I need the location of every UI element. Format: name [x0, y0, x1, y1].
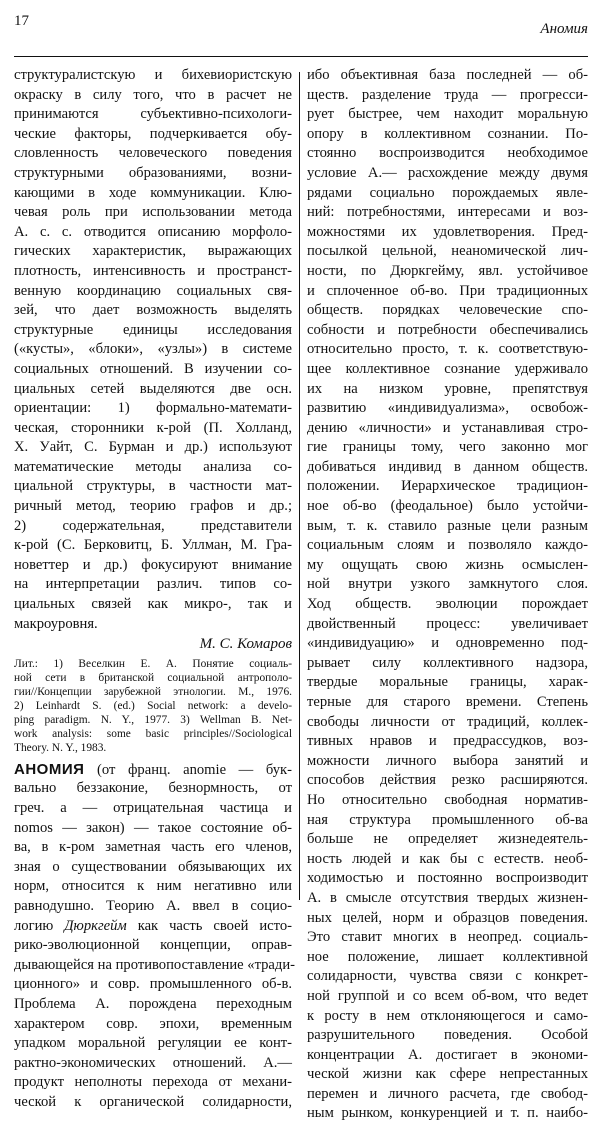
text-line: продукт неполноты перехода от механи-: [14, 1074, 292, 1091]
right-column: [307, 66, 588, 1124]
text-line: Проблема А. порождена переходным: [14, 995, 292, 1012]
text-line: опору в коллективном сознании. По-: [307, 125, 588, 142]
text-line: «индивидуацию» и одновременно под-: [307, 635, 588, 652]
text-line: щее коллективное сознание удерживало: [307, 360, 588, 377]
text-line: вым, т. к. ставило разные цели разным: [307, 517, 588, 534]
column-divider: [299, 72, 300, 900]
entry-first-line-text: (от франц. anomie — бук-: [97, 761, 292, 778]
text-line: посылкой цельной, неаномической лич-: [307, 243, 588, 260]
text-line: А. с. с. отводится описанию морфоло-: [14, 223, 292, 240]
text-line: характером совр. эпохи, временным: [14, 1015, 292, 1032]
text-line: ping paradigm. N. Y., 1977. 3) Wellman B. Net-: [14, 713, 292, 726]
text-line: work analysis: some basic principles//Sociological: [14, 727, 292, 740]
text-line: концентрации А. достигает в экономи-: [307, 1046, 588, 1063]
entry-durkheim-line: [14, 917, 292, 937]
text-line: структуралистскую и бихевиористскую: [14, 67, 292, 83]
text-line: чевая роль при использовании метода: [14, 204, 292, 221]
text-line: к-рой (С. Берковитц, Б. Уллман, М. Гра-: [14, 537, 292, 554]
text-line: структурными образованиями, возни-: [14, 164, 292, 181]
text-line: ществ. разделение труда — прогресси-: [307, 86, 588, 103]
text-line: рывает силу коллективного надзора,: [307, 654, 588, 671]
text-line: ной сети в британской социальной антрополо-: [14, 671, 292, 684]
text-line: стоянно воспроизводится необходимое: [307, 145, 588, 162]
text-line: ной внутри узкого замкнутого слоя.: [307, 576, 588, 593]
text-line: рактно-экономических отношений. А.—: [14, 1054, 292, 1071]
text-line: ва, в к-ром заметная часть его членов,: [14, 839, 292, 856]
text-line: ческие факторы, подчеркивается обу-: [14, 125, 292, 142]
text-line: 2) Leinhardt S. (ed.) Social network: a develo-: [14, 699, 292, 712]
entry-headword: АНОМИЯ: [14, 760, 85, 778]
text-line: тивных нравов и предрассудков, воз-: [307, 733, 588, 750]
text-line: положении. Иерархическое традицион-: [307, 478, 588, 495]
text-line: циальных сетей выделяются две осн.: [14, 380, 292, 397]
text-line: («кусты», «блоки», «узлы») в системе: [14, 341, 292, 358]
text-line: 2) содержательная, представители: [14, 517, 292, 534]
text-line: ибо объективная база последней — об-: [307, 67, 588, 83]
text-line: структурные единицы исследования: [14, 321, 292, 338]
text-line: обществ. порядках человеческие спо-: [307, 302, 588, 319]
header-rule: [14, 56, 588, 57]
text-line: ное об-во (феодальное) было устойчи-: [307, 498, 588, 515]
text-line: солидарности, чувства связи с конкрет-: [307, 968, 588, 985]
text-line: рядами социально порождаемых явле-: [307, 184, 588, 201]
entry-body: [14, 779, 292, 916]
text-line: и сплоченное об-во. При традиционных: [307, 282, 588, 299]
text-line: двойственный процесс: увеличивает: [307, 615, 588, 632]
text-line: терные для старого времени. Степень: [307, 694, 588, 710]
left-column: [14, 66, 296, 1113]
text-line: ной группой и со всем об-вом, что ведет: [307, 987, 588, 1004]
text-line: принимаются субъективно-психологи-: [14, 106, 292, 123]
text-line: можности личного выбора занятий и: [307, 752, 588, 769]
running-head: Аномия: [540, 21, 588, 37]
text-line: социальных отношений. В изучении со-: [14, 360, 292, 377]
text-line: ческой жизни как сфере непрестанных: [307, 1066, 588, 1083]
text-line: окраску в силу того, что в расчет не: [14, 86, 292, 103]
text-line: рико-эволюционной концепции, оправ-: [14, 937, 292, 954]
entry-anomie: [14, 760, 296, 1113]
text-line: Но относительно свободная норматив-: [307, 791, 588, 808]
text-line: му ощущать свою жизнь осмыслен-: [307, 556, 588, 573]
continuation-paragraph: [14, 66, 292, 634]
entry-first-line: [14, 760, 292, 780]
text-line: ориентации: 1) формально-математи-: [14, 400, 292, 417]
text-line: словленность человеческого поведения: [14, 145, 292, 162]
text-line: собности и потребности обеспечивались: [307, 321, 588, 338]
text-line: рует быстрее, чем находит моральную: [307, 106, 588, 123]
text-line: nomos — закон) — такое состояние об-: [14, 819, 292, 836]
text-line: ционного» и совр. промышленного об-в.: [14, 976, 292, 993]
text-line: относительно просто, т. к. соответствую-: [307, 341, 588, 358]
text-line: Лит.: 1) Веселкин Е. А. Понятие социаль-: [14, 657, 292, 670]
text-line: развитию «индивидуализма», освобож-: [307, 400, 588, 417]
durkheim-reference[interactable]: Дюркгейм: [64, 917, 127, 934]
text-line: плотность, интенсивность и пространст-: [14, 262, 292, 279]
text-line: добиваться индивид в данном обществ.: [307, 458, 588, 475]
text-line: социальным слоям и позволяло каждо-: [307, 537, 588, 554]
text-line: ний: потребностями, интересами и воз-: [307, 204, 588, 221]
text-line: твердые моральные границы, харак-: [307, 674, 588, 691]
text-line: Это ставит многих в неопред. социаль-: [307, 929, 588, 946]
text-line: упадком моральной регуляции ее конт-: [14, 1035, 292, 1052]
text-line: к росту в нем отклоняющегося и само-: [307, 1007, 588, 1024]
right-column-text: [307, 66, 588, 1124]
text-line: ная структура промышленного об-ва: [307, 811, 588, 828]
text-line: гии//Концепции зарубежной этнологии. М., 1976.: [14, 685, 292, 698]
text-line: норм, относится к ним негативно или: [14, 878, 292, 895]
text-line: Ход обществ. эволюции порождает: [307, 596, 588, 613]
entry-body-continued: [14, 936, 296, 1112]
text-line: венную координацию социальных свя-: [14, 282, 292, 299]
page-number: 17: [14, 13, 29, 29]
text-line: зная о существовании обязывающих их: [14, 858, 292, 875]
text-line: кающими в ходе коммуникации. Клю-: [14, 184, 292, 201]
text-line: равнодушно. Теорию А. ввел в социо-: [14, 897, 292, 914]
text-line: условие А.— расхождение между двумя: [307, 164, 588, 181]
durkheim-line-post: как часть своей исто-: [137, 917, 293, 934]
text-line: макроуровня.: [14, 615, 98, 632]
text-line: новеттер и др.) фокусируют внимание: [14, 556, 292, 573]
text-line: ческая, сторонники к-рой (П. Холланд,: [14, 419, 292, 436]
text-line: ности, по Дюркгейму, явл. устойчивое: [307, 262, 588, 279]
text-line: математические методы анализа со-: [14, 458, 292, 475]
text-line: гие границы тому, чего законно мог: [307, 439, 588, 456]
text-line: способов действия резко расширяются.: [307, 772, 588, 789]
text-line: циальной структуры, в частности мат-: [14, 478, 292, 495]
text-line: на интерпретации различ. типов со-: [14, 576, 292, 593]
text-line: гических характеристик, выражающих: [14, 243, 292, 260]
text-line: свободы личности от традиций, коллек-: [307, 713, 588, 730]
text-line: циальных связей как микро-, так и: [14, 596, 292, 613]
text-line: ческой к органической солидарности,: [14, 1093, 292, 1110]
text-line: зей, что дает возможность выделять: [14, 302, 292, 319]
text-line: ное положение, лишает коллективной: [307, 948, 588, 965]
text-line: ным рынком, конкуренцией и т. п. наибо-: [307, 1105, 588, 1122]
text-line: ричный метод, теорию графов и др.;: [14, 498, 292, 515]
text-line: вально беззаконие, безнормность, от: [14, 780, 292, 797]
text-line: дению «личности» и устанавливая стро-: [307, 419, 588, 436]
text-line: можностями их удовлетворения. Пред-: [307, 223, 588, 240]
text-line: перемен и личного расчета, где свобод-: [307, 1085, 588, 1102]
text-line: ность людей и как бы с естеств. необ-: [307, 850, 588, 867]
durkheim-line-pre: логию: [14, 917, 54, 934]
text-line: больше не определяет жизнедеятель-: [307, 831, 588, 848]
text-line: Theory. N. Y., 1983.: [14, 741, 107, 754]
author-signature: М. С. Комаров: [199, 636, 292, 653]
literature-list: [14, 657, 292, 755]
text-line: греч. а — отрицательная частица и: [14, 800, 292, 816]
text-line: их на низком уровне, препятствуя: [307, 380, 588, 397]
text-line: А. в смысле отсутствия твердых жизнен-: [307, 889, 588, 906]
text-line: разрушительного поведения. Особой: [307, 1027, 588, 1044]
text-line: ных целей, норм и образцов поведения.: [307, 909, 588, 926]
text-line: дывающейся на противопоставление «тради-: [14, 956, 296, 973]
text-line: Х. Уайт, С. Бурман и др.) используют: [14, 439, 292, 456]
text-line: ходимостью и постоянно воспроизводит: [307, 870, 588, 887]
